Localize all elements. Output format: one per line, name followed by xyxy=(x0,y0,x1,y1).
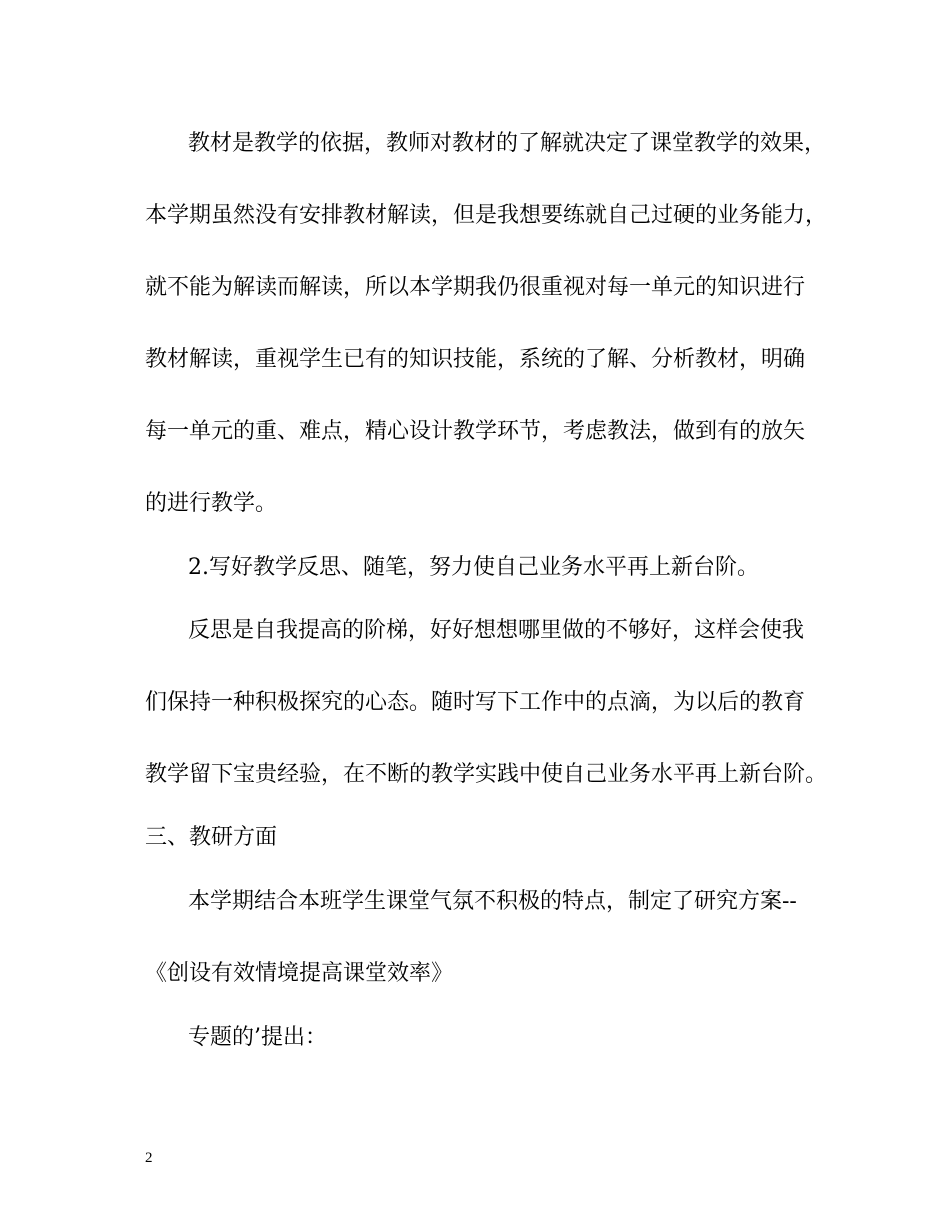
line-text: 教学留下宝贵经验，在不断的教学实践中使自己业务水平再上新台阶。 xyxy=(145,762,828,787)
paragraph-line xyxy=(0,882,950,922)
line-text: 们保持一种积极探究的心态。随时写下工作中的点滴，为以后的教育 xyxy=(145,690,806,715)
line-text: 的进行教学。 xyxy=(145,491,278,516)
line-text: 教材解读，重视学生已有的知识技能，系统的了解、分析教材，明确 xyxy=(145,347,806,372)
line-text: 《创设有效情境提高课堂效率》 xyxy=(145,961,454,986)
line-text: 就不能为解读而解读，所以本学期我仍很重视对每一单元的知识进行 xyxy=(145,275,806,300)
paragraph-line xyxy=(0,340,950,380)
paragraph-line xyxy=(0,611,950,651)
section-heading xyxy=(0,818,950,858)
paragraph-line xyxy=(0,412,950,452)
paragraph-line xyxy=(0,755,950,795)
line-text: 反思是自我提高的阶梯，好好想想哪里做的不够好，这样会使我 xyxy=(188,618,805,643)
line-text: 教材是教学的依据，教师对教材的了解就决定了课堂教学的效果， xyxy=(188,131,827,156)
paragraph-line xyxy=(0,124,950,164)
line-text: 每一单元的重、难点，精心设计教学环节，考虑教法，做到有的放矢 xyxy=(145,419,806,444)
paragraph-line xyxy=(0,954,950,994)
line-text: 专题的’提出： xyxy=(188,1025,327,1050)
line-text: 三、教研方面 xyxy=(145,825,278,850)
paragraph-line xyxy=(0,683,950,723)
paragraph-line xyxy=(0,196,950,236)
paragraph-line xyxy=(0,1018,950,1058)
line-text: 本学期结合本班学生课堂气氛不积极的特点，制定了研究方案-- xyxy=(188,889,797,914)
line-text: 本学期虽然没有安排教材解读，但是我想要练就自己过硬的业务能力， xyxy=(145,203,828,228)
list-item-heading xyxy=(0,548,950,588)
page-number: 2 xyxy=(145,1150,153,1166)
paragraph-line xyxy=(0,268,950,308)
line-text: 2.写好教学反思、随笔，努力使自己业务水平再上新台阶。 xyxy=(188,555,759,580)
paragraph-line xyxy=(0,484,950,524)
